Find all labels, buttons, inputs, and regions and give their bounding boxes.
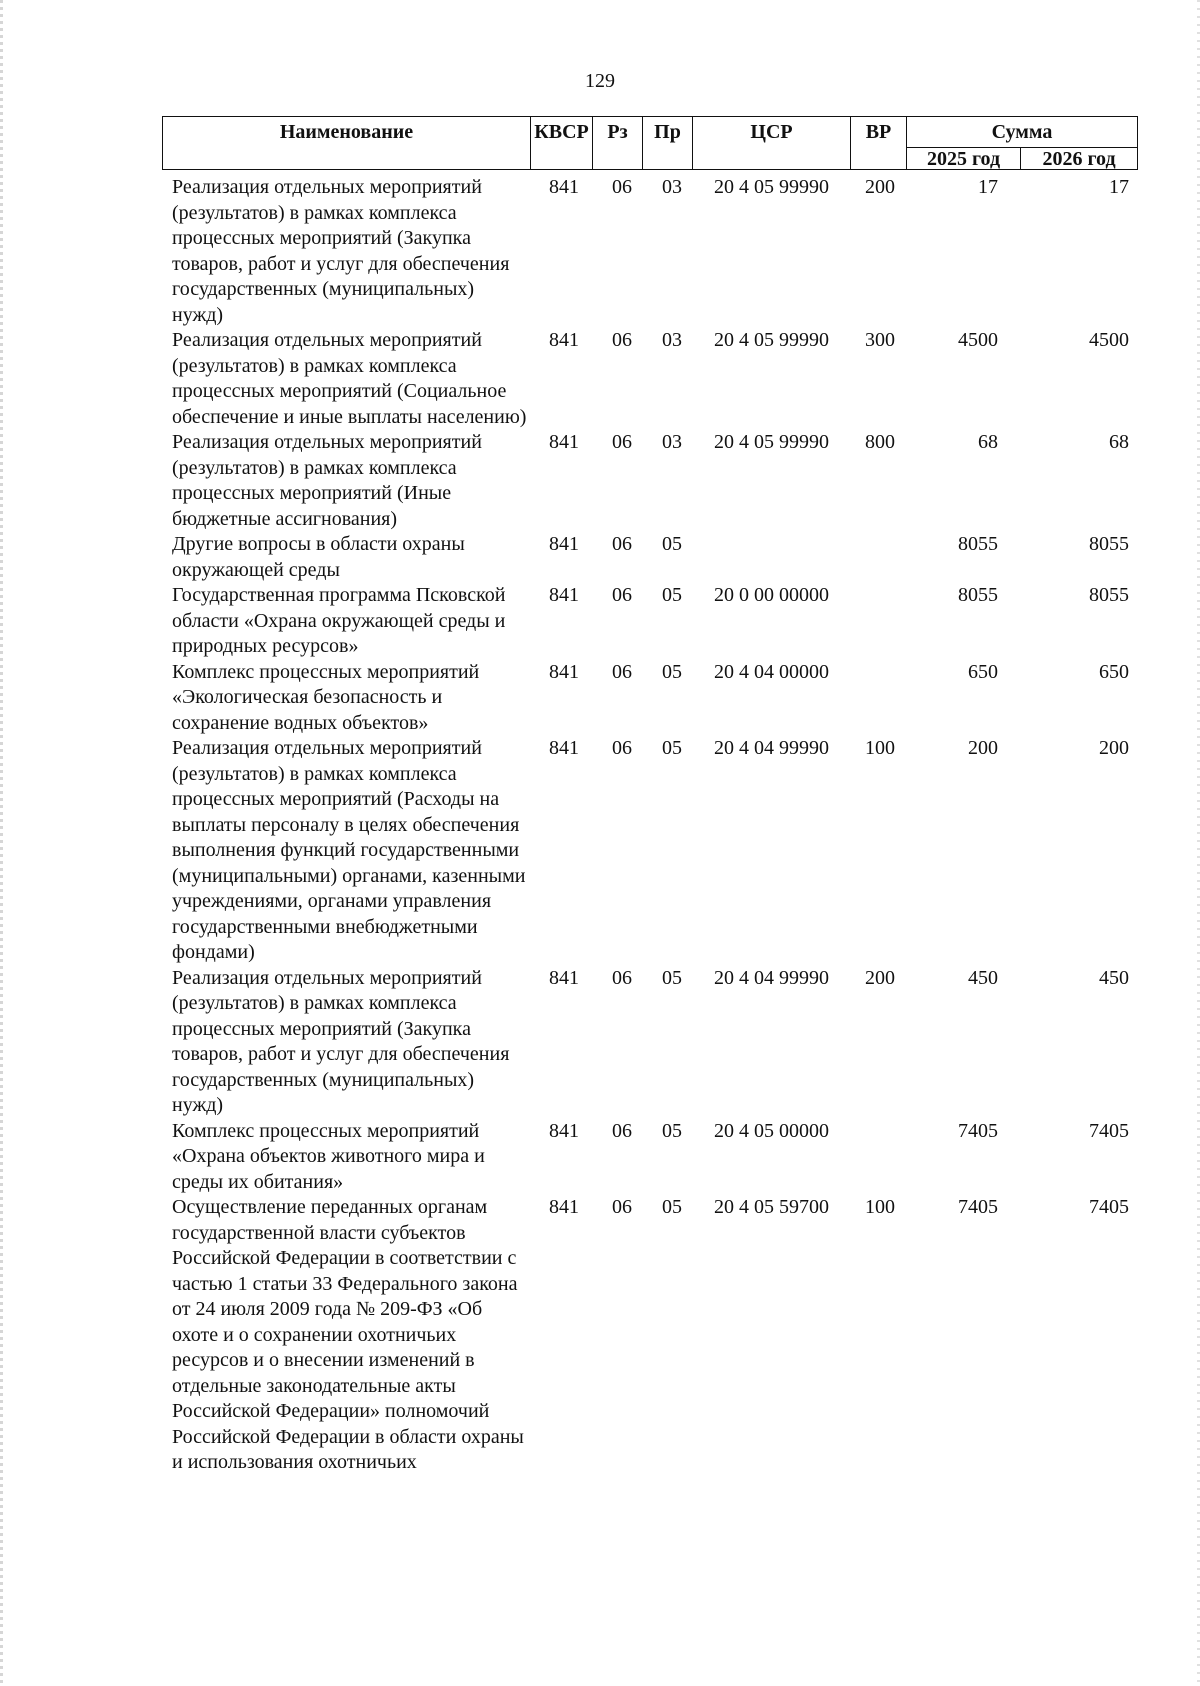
row-rz: 06: [612, 660, 632, 683]
table-row: [172, 583, 1138, 660]
row-rz: 06: [612, 1196, 632, 1218]
row-name: Реализация отдельных мероприятий (результатов) в рамках комплекса процессных мероприятий (Закупка товаров, работ и услуг для обеспечения государственных (муниципальных) нужд): [172, 176, 510, 326]
header-sum: Сумма: [991, 121, 1053, 143]
row-csr: 20 4 04 99990: [714, 966, 829, 989]
row-sum-2026: 7405: [1089, 1196, 1129, 1218]
table-row: [172, 532, 1138, 583]
header-vr: ВР: [851, 117, 907, 169]
row-csr: 20 4 05 00000: [714, 1119, 829, 1142]
row-kvsr: 841: [549, 737, 579, 759]
row-sum-2026: 17: [1109, 176, 1129, 198]
row-csr: 20 4 05 99990: [714, 176, 829, 198]
row-kvsr: 841: [549, 1119, 579, 1142]
row-vr: 300: [865, 329, 895, 351]
row-sum-2025: 17: [978, 176, 998, 198]
table-row: [172, 966, 1138, 1119]
row-sum-2026: 8055: [1089, 533, 1129, 555]
row-sum-2025: 8055: [958, 533, 998, 555]
row-name: Осуществление переданных органам государственной власти субъектов Российской Федерации в соответствии с частью 1 статьи 33 Федерального закона от 24 июля 2009 года № 209-ФЗ «Об охоте и о сохранении охотничьих ресурсов и о внесении изменений в отдельные законодательные акты Российской Федерации» полномочий Российской Федерации в области охраны и использования охотничьих: [172, 1196, 524, 1473]
row-csr: 20 4 05 99990: [714, 431, 829, 453]
row-name: Реализация отдельных мероприятий (результатов) в рамках комплекса процессных мероприятий (Расходы на выплаты персоналу в целях обеспечения выполнения функций государственными (муниципальными) органами, казенными учреждениями, органами управления государственными внебюджетными фондами): [172, 737, 526, 963]
row-sum-2026: 450: [1099, 966, 1129, 989]
header-sum-group: [907, 117, 1137, 169]
table-row: [172, 1195, 1138, 1476]
row-pr: 05: [662, 584, 682, 606]
table-row: [172, 660, 1138, 737]
row-pr: 05: [662, 533, 682, 555]
table-row: [172, 175, 1138, 328]
row-sum-2025: 7405: [958, 1196, 998, 1218]
row-name: Другие вопросы в области охраны окружающей среды: [172, 533, 465, 581]
row-csr: 20 4 04 00000: [714, 660, 829, 683]
row-name: Комплекс процессных мероприятий «Охрана объектов животного мира и среды их обитания»: [172, 1119, 485, 1193]
table-row: [172, 1119, 1138, 1196]
page-number: 129: [585, 70, 615, 92]
table-row: [172, 736, 1138, 966]
row-csr: 20 0 00 00000: [714, 584, 829, 606]
row-kvsr: 841: [549, 660, 579, 683]
row-rz: 06: [612, 584, 632, 606]
row-kvsr: 841: [549, 431, 579, 453]
row-csr: 20 4 05 59700: [714, 1196, 829, 1218]
row-kvsr: 841: [549, 533, 579, 555]
row-pr: 03: [662, 431, 682, 453]
row-sum-2026: 4500: [1089, 329, 1129, 351]
header-csr: ЦСР: [693, 117, 851, 169]
row-rz: 06: [612, 1119, 632, 1142]
table-body: [172, 175, 1138, 1476]
row-name: Комплекс процессных мероприятий «Экологическая безопасность и сохранение водных объектов»: [172, 660, 480, 734]
row-kvsr: 841: [549, 1196, 579, 1218]
row-csr: 20 4 04 99990: [714, 737, 829, 759]
row-rz: 06: [612, 431, 632, 453]
header-name: Наименование: [163, 117, 531, 169]
row-vr: 200: [865, 966, 895, 989]
row-sum-2025: 7405: [958, 1119, 998, 1142]
row-sum-2026: 650: [1099, 660, 1129, 683]
header-year-2025: 2025 год: [907, 147, 1021, 169]
row-pr: 03: [662, 176, 682, 198]
row-pr: 05: [662, 1196, 682, 1218]
row-pr: 03: [662, 329, 682, 351]
row-kvsr: 841: [549, 176, 579, 198]
row-vr: 200: [865, 176, 895, 198]
row-sum-2026: 8055: [1089, 584, 1129, 606]
row-pr: 05: [662, 737, 682, 759]
row-rz: 06: [612, 966, 632, 989]
row-sum-2025: 650: [968, 660, 998, 683]
header-year-2026: 2026 год: [1021, 147, 1137, 169]
row-vr: 100: [865, 1196, 895, 1218]
row-pr: 05: [662, 1119, 682, 1142]
header-kvsr: КВСР: [531, 117, 593, 169]
row-pr: 05: [662, 966, 682, 989]
row-kvsr: 841: [549, 584, 579, 606]
header-rz: Рз: [593, 117, 643, 169]
row-rz: 06: [612, 176, 632, 198]
table-row: [172, 328, 1138, 430]
row-rz: 06: [612, 533, 632, 555]
header-pr: Пр: [643, 117, 693, 169]
row-sum-2026: 200: [1099, 737, 1129, 759]
row-sum-2026: 7405: [1089, 1119, 1129, 1142]
row-name: Реализация отдельных мероприятий (результатов) в рамках комплекса процессных мероприятий (Закупка товаров, работ и услуг для обеспечения государственных (муниципальных) нужд): [172, 966, 510, 1116]
table-header: [162, 116, 1138, 170]
row-rz: 06: [612, 329, 632, 351]
row-sum-2025: 450: [968, 966, 998, 989]
row-sum-2026: 68: [1109, 431, 1129, 453]
row-sum-2025: 200: [968, 737, 998, 759]
row-vr: 100: [865, 737, 895, 759]
row-kvsr: 841: [549, 329, 579, 351]
row-name: Реализация отдельных мероприятий (результатов) в рамках комплекса процессных мероприятий (Социальное обеспечение и иные выплаты населению): [172, 329, 527, 428]
row-rz: 06: [612, 737, 632, 759]
row-name: Государственная программа Псковской области «Охрана окружающей среды и природных ресурсов»: [172, 584, 506, 657]
row-sum-2025: 68: [978, 431, 998, 453]
row-csr: 20 4 05 99990: [714, 329, 829, 351]
row-sum-2025: 4500: [958, 329, 998, 351]
row-pr: 05: [662, 660, 682, 683]
row-name: Реализация отдельных мероприятий (результатов) в рамках комплекса процессных мероприятий (Иные бюджетные ассигнования): [172, 431, 482, 530]
row-sum-2025: 8055: [958, 584, 998, 606]
row-vr: 800: [865, 431, 895, 453]
table-row: [172, 430, 1138, 532]
scan-edge-left: [0, 0, 3, 1686]
row-kvsr: 841: [549, 966, 579, 989]
